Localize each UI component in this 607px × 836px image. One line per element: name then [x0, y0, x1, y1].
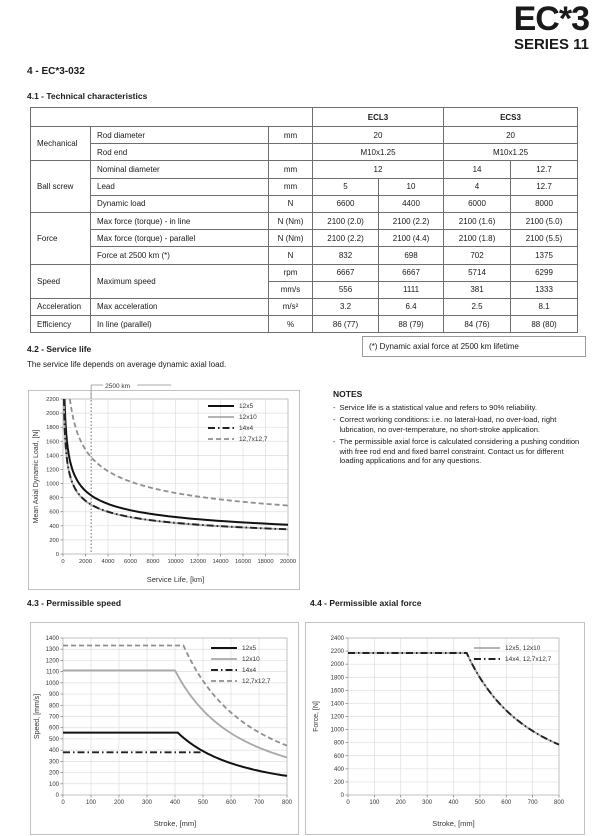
x-tick-label: 12000 [189, 559, 207, 565]
legend-item [208, 436, 268, 443]
value-cell: 556 [313, 281, 379, 298]
value-cell: 8000 [511, 195, 578, 212]
y-tick-label: 800 [48, 703, 59, 710]
y-tick-label: 1800 [46, 425, 59, 432]
value-cell: 88 (79) [379, 316, 444, 333]
legend-item [211, 645, 256, 652]
note-text: The permissible axial force is calculated considering a pushing condition with free rod end and fixed barrel constraint. Contact us for different loading applications and for any questions. [339, 436, 580, 466]
value-cell: 14 [444, 161, 511, 178]
x-tick-label: 200 [113, 800, 125, 806]
spec-label-cell: Force at 2500 km (*) [91, 247, 269, 264]
value-cell: 1375 [511, 247, 578, 264]
legend-item [474, 656, 552, 663]
permissible-speed-chart [31, 623, 298, 834]
x-tick-label: 2000 [79, 559, 92, 565]
y-tick-label: 1400 [45, 636, 59, 642]
bullet-dash: - [333, 414, 336, 424]
unit-cell: m/s² [269, 298, 313, 315]
unit-cell [269, 144, 313, 161]
spec-label-cell: Nominal diameter [91, 161, 269, 178]
y-tick-label: 200 [49, 537, 59, 544]
x-tick-label: 500 [197, 800, 209, 806]
product-title: EC*3 [513, 0, 589, 38]
legend-label: 12x5, 12x10 [505, 645, 541, 653]
value-cell: 2100 (2.2) [379, 212, 444, 229]
y-tick-label: 2200 [330, 649, 344, 656]
x-tick-label: 700 [253, 800, 265, 806]
section-4-4-heading: 4.4 - Permissible axial force [310, 598, 422, 608]
value-cell: 20 [444, 127, 578, 144]
column-header: ECS3 [444, 108, 578, 127]
legend-label: 14x4 [239, 425, 254, 433]
value-cell: 8.1 [511, 298, 578, 315]
unit-cell: % [269, 316, 313, 333]
legend-label: 14x4 [242, 667, 257, 675]
value-cell: 2.5 [444, 298, 511, 315]
value-cell: 4 [444, 178, 511, 195]
x-tick-label: 800 [553, 800, 565, 806]
y-axis-title: Force, [N] [313, 701, 320, 732]
x-tick-label: 300 [422, 800, 433, 806]
unit-cell: mm [269, 161, 313, 178]
x-tick-label: 14000 [212, 559, 229, 565]
value-cell: 2100 (2.2) [313, 230, 379, 247]
x-tick-label: 600 [501, 800, 512, 806]
brand-block [514, 2, 589, 52]
value-cell: 6667 [379, 264, 444, 281]
value-cell: 88 (80) [511, 316, 578, 333]
spec-label-cell: Dynamic load [91, 195, 269, 212]
y-axis-title: Mean Axial Dynamic Load, [N] [33, 429, 40, 524]
y-tick-label: 0 [340, 793, 344, 799]
value-cell: 2100 (5.0) [511, 212, 578, 229]
value-cell: 12 [313, 161, 444, 178]
unit-cell: rpm [269, 264, 313, 281]
y-tick-label: 2000 [46, 411, 59, 418]
section-4-3-heading: 4.3 - Permissible speed [27, 598, 122, 608]
spec-label-cell: Max acceleration [91, 298, 269, 315]
spec-label-cell: Rod end [91, 144, 269, 161]
x-tick-label: 800 [281, 800, 293, 806]
group-cell: Efficiency [31, 316, 91, 333]
legend-item [208, 403, 253, 410]
note-item [333, 437, 585, 467]
x-tick-label: 0 [346, 800, 350, 806]
y-tick-label: 1300 [45, 647, 59, 654]
y-tick-label: 2400 [330, 636, 344, 642]
value-cell: 6600 [313, 195, 379, 212]
y-tick-label: 2200 [46, 397, 59, 403]
permissible-axial-force-chart [306, 623, 584, 834]
value-cell: 5 [313, 178, 379, 195]
footnote-text: (*) Dynamic axial force at 2500 km lifetime [369, 342, 519, 351]
group-cell: Mechanical [31, 127, 91, 161]
value-cell: 6.4 [379, 298, 444, 315]
y-tick-label: 1200 [45, 658, 59, 665]
x-tick-label: 600 [225, 800, 237, 806]
unit-cell: mm [269, 127, 313, 144]
y-tick-label: 1100 [46, 669, 59, 676]
unit-cell: N (Nm) [269, 212, 313, 229]
legend-item [211, 678, 271, 685]
y-tick-label: 2000 [330, 662, 344, 669]
y-tick-label: 500 [48, 736, 59, 743]
value-cell: 2100 (2.0) [313, 212, 379, 229]
legend-label: 12x5 [239, 403, 254, 411]
y-tick-label: 700 [48, 714, 59, 721]
group-cell: Force [31, 212, 91, 264]
notes-block [333, 389, 585, 468]
value-cell: 6000 [444, 195, 511, 212]
x-axis-title: Stroke, [mm] [432, 819, 475, 828]
bullet-dash: - [333, 403, 336, 412]
y-tick-label: 800 [49, 495, 59, 502]
section-4-heading: 4 - EC*3-032 [27, 66, 85, 77]
y-tick-label: 1600 [46, 439, 59, 446]
value-cell: 381 [444, 281, 511, 298]
value-cell: 1333 [511, 281, 578, 298]
spec-label-cell: Maximum speed [91, 264, 269, 298]
x-tick-label: 16000 [234, 559, 252, 565]
section-4-2-heading: 4.2 - Service life [27, 344, 92, 354]
x-tick-label: 400 [169, 800, 181, 806]
spec-label-cell: Max force (torque) - parallel [91, 230, 269, 247]
x-tick-label: 300 [141, 800, 153, 806]
x-tick-label: 20000 [279, 559, 297, 565]
x-tick-label: 6000 [124, 559, 137, 565]
legend-label: 12x10 [242, 656, 260, 664]
y-tick-label: 800 [333, 740, 344, 747]
technical-characteristics-table [30, 107, 578, 333]
legend-label: 12,7x12,7 [242, 678, 271, 686]
x-tick-label: 400 [448, 800, 459, 806]
y-tick-label: 1600 [330, 688, 344, 695]
y-tick-label: 200 [48, 770, 59, 777]
value-cell: M10x1.25 [313, 144, 444, 161]
legend-label: 12x10 [239, 414, 257, 422]
value-cell: M10x1.25 [444, 144, 578, 161]
unit-cell: mm/s [269, 281, 313, 298]
column-header: ECL3 [313, 108, 444, 127]
group-cell: Acceleration [31, 298, 91, 315]
value-cell: 6667 [313, 264, 379, 281]
value-cell: 702 [444, 247, 511, 264]
value-cell: 2100 (1.8) [444, 230, 511, 247]
y-tick-label: 300 [48, 759, 59, 766]
legend-item [211, 667, 256, 674]
bullet-dash: - [333, 436, 336, 446]
y-tick-label: 600 [333, 753, 344, 760]
note-item [333, 415, 585, 435]
product-series: SERIES 11 [513, 36, 589, 53]
value-cell: 698 [379, 247, 444, 264]
y-tick-label: 1000 [45, 680, 59, 687]
y-tick-label: 100 [48, 781, 59, 788]
value-cell: 2100 (1.6) [444, 212, 511, 229]
value-cell: 10 [379, 178, 444, 195]
value-cell: 86 (77) [313, 316, 379, 333]
annotation-label: 2500 km [105, 383, 131, 390]
y-tick-label: 1000 [46, 481, 59, 488]
footnote-box [362, 336, 586, 357]
y-tick-label: 400 [333, 766, 344, 773]
value-cell: 2100 (4.4) [379, 230, 444, 247]
y-tick-label: 1400 [330, 701, 344, 708]
y-tick-label: 1800 [330, 675, 344, 682]
y-tick-label: 600 [49, 509, 59, 516]
group-cell: Ball screw [31, 161, 91, 213]
x-tick-label: 0 [61, 559, 65, 565]
section-4-1-heading: 4.1 - Technical characteristics [27, 91, 148, 101]
legend-item [208, 414, 257, 421]
y-tick-label: 900 [48, 692, 59, 699]
group-cell: Speed [31, 264, 91, 298]
permissible-axial-force-figure [305, 622, 585, 835]
spec-label-cell: Lead [91, 178, 269, 195]
y-tick-label: 200 [333, 779, 344, 786]
y-tick-label: 0 [55, 793, 59, 799]
unit-cell: N (Nm) [269, 230, 313, 247]
spec-label-cell: Rod diameter [91, 127, 269, 144]
value-cell: 6299 [511, 264, 578, 281]
service-life-intro: The service life depends on average dynamic axial load. [27, 360, 227, 369]
y-tick-label: 600 [48, 725, 59, 732]
value-cell: 84 (76) [444, 316, 511, 333]
legend-label: 12,7x12,7 [239, 436, 268, 444]
value-cell: 5714 [444, 264, 511, 281]
value-cell: 12.7 [511, 178, 578, 195]
y-tick-label: 400 [49, 523, 59, 530]
y-tick-label: 1200 [46, 467, 59, 474]
x-tick-label: 700 [527, 800, 538, 806]
x-tick-label: 10000 [167, 559, 184, 565]
permissible-speed-figure [30, 622, 299, 835]
unit-cell: mm [269, 178, 313, 195]
note-text: Correct working conditions: i.e. no lateral-load, no over-load, right lubrication, no over-temperature, no short-stroke application. [339, 414, 557, 434]
x-tick-label: 100 [369, 800, 380, 806]
y-tick-label: 1400 [46, 453, 59, 460]
spec-label-cell: In line (parallel) [91, 316, 269, 333]
value-cell: 2100 (5.5) [511, 230, 578, 247]
legend-label: 12x5 [242, 645, 257, 653]
note-item [333, 403, 585, 413]
legend-label: 14x4, 12,7x12,7 [505, 656, 552, 664]
legend-item [208, 425, 253, 432]
x-tick-label: 500 [474, 800, 485, 806]
value-cell: 20 [313, 127, 444, 144]
y-tick-label: 400 [48, 748, 59, 755]
value-cell: 4400 [379, 195, 444, 212]
note-text: Service life is a statistical value and refers to 90% reliability. [339, 403, 537, 412]
value-cell: 3.2 [313, 298, 379, 315]
y-tick-label: 1200 [330, 714, 344, 721]
y-tick-label: 0 [55, 552, 59, 558]
unit-cell: N [269, 195, 313, 212]
x-tick-label: 18000 [257, 559, 274, 565]
value-cell: 832 [313, 247, 379, 264]
y-tick-label: 1000 [330, 727, 344, 734]
value-cell: 12.7 [511, 161, 578, 178]
x-tick-label: 200 [395, 800, 406, 806]
service-life-chart [29, 383, 299, 589]
legend-item [211, 656, 260, 663]
table-corner-cell [31, 108, 313, 127]
unit-cell: N [269, 247, 313, 264]
value-cell: 1111 [379, 281, 444, 298]
x-axis-title: Stroke, [mm] [153, 819, 197, 828]
service-life-figure [28, 383, 300, 590]
notes-title: NOTES [333, 389, 363, 399]
spec-label-cell: Max force (torque) - in line [91, 212, 269, 229]
x-tick-label: 100 [85, 800, 97, 806]
y-axis-title: Speed, [mm/s] [34, 693, 41, 740]
x-axis-title: Service Life, [km] [146, 575, 205, 584]
x-tick-label: 0 [61, 800, 65, 806]
x-tick-label: 4000 [101, 559, 115, 565]
x-tick-label: 8000 [146, 559, 160, 565]
